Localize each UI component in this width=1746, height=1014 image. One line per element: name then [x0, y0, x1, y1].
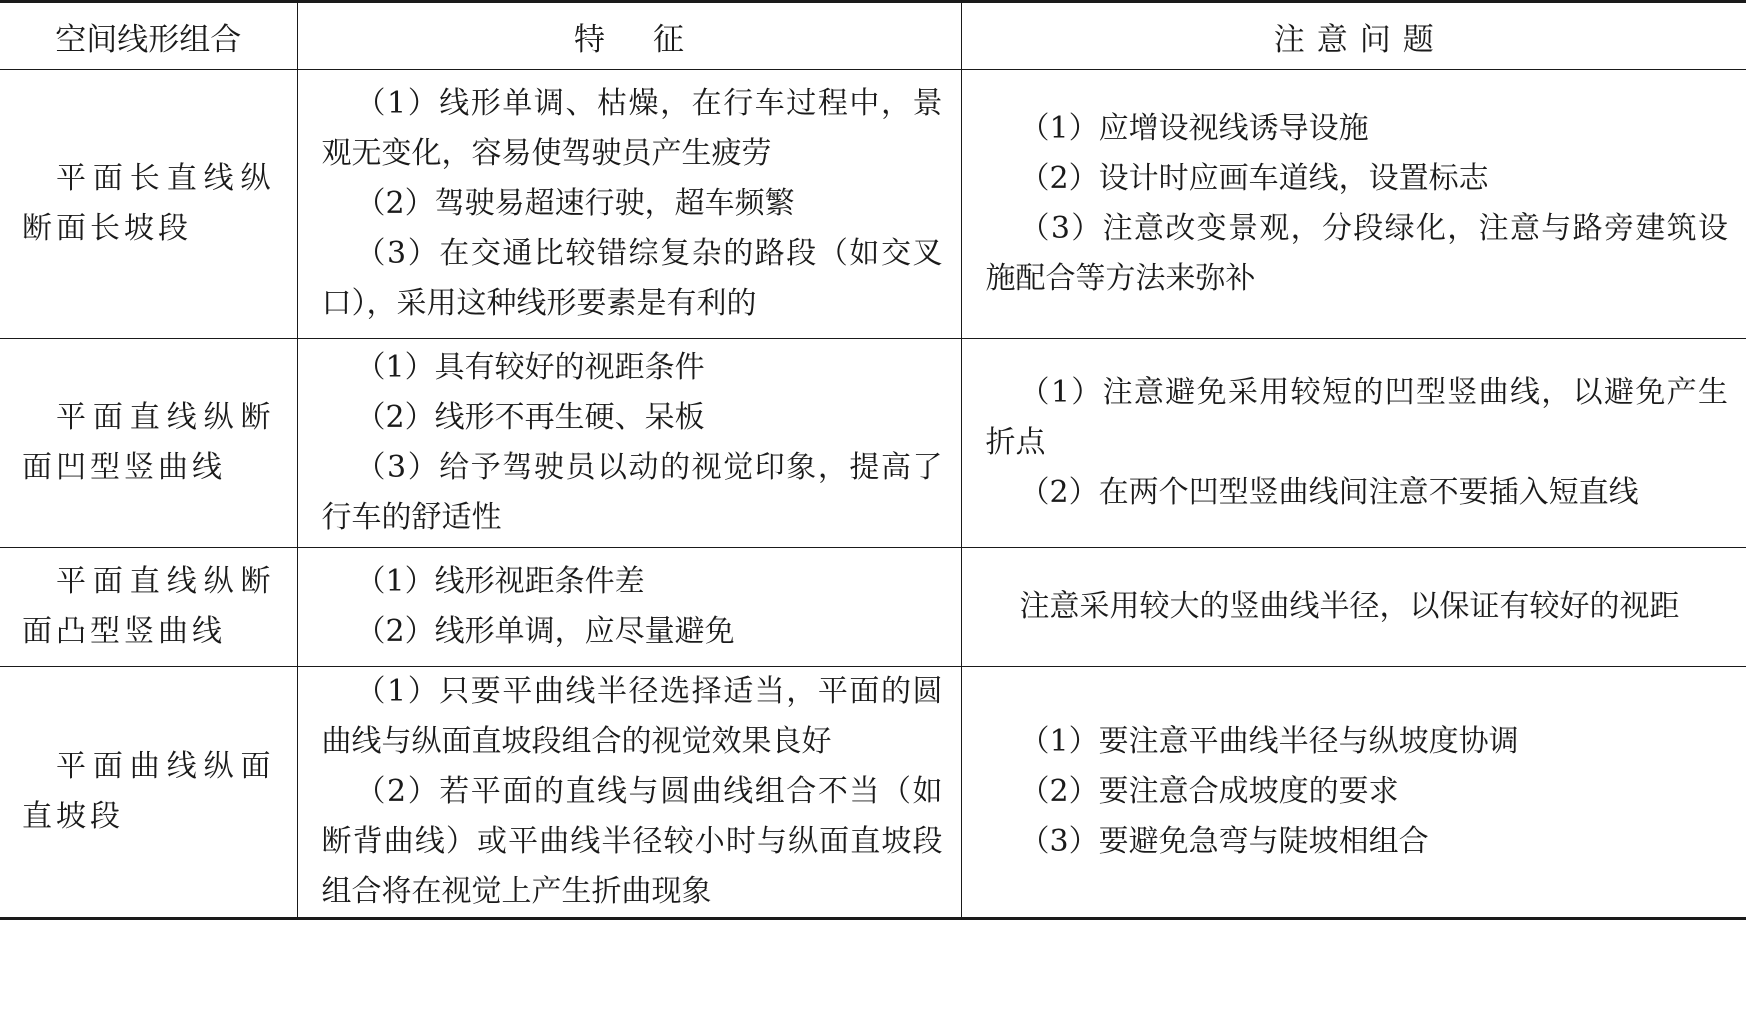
- features-cell: [297, 339, 961, 548]
- note-item: （2）要注意合成坡度的要求: [1019, 774, 1399, 809]
- note-item: （3）要避免急弯与陡坡相组合: [1019, 824, 1429, 859]
- combination-text: 平面曲线纵面直坡段: [22, 749, 275, 834]
- note-item: （1）应增设视线诱导设施: [1019, 111, 1369, 146]
- feature-item: （3）在交通比较错综复杂的路段（如交叉口），采用这种线形要素是有利的: [321, 236, 943, 321]
- notes-cell: [961, 339, 1746, 548]
- notes-cell: [961, 667, 1746, 919]
- header-notes: 注意问题: [961, 2, 1746, 70]
- combination-cell: [0, 667, 297, 919]
- note-item: （1）注意避免采用较短的凹型竖曲线，以避免产生折点: [985, 375, 1728, 460]
- combination-text: 平面长直线纵断面长坡段: [22, 161, 275, 246]
- table-row: [0, 339, 1746, 548]
- table-row: [0, 70, 1746, 339]
- feature-item: （1）具有较好的视距条件: [355, 350, 705, 385]
- header-row: [0, 2, 1746, 70]
- feature-item: （2）若平面的直线与圆曲线组合不当（如断背曲线）或平曲线半径较小时与纵面直坡段组合将在视觉上产生折曲现象: [321, 774, 943, 909]
- notes-cell: [961, 70, 1746, 339]
- table-row: [0, 548, 1746, 667]
- note-item: （3）注意改变景观，分段绿化，注意与路旁建筑设施配合等方法来弥补: [985, 211, 1728, 296]
- combination-cell: [0, 548, 297, 667]
- combination-cell: [0, 339, 297, 548]
- feature-item: （2）线形单调，应尽量避免: [355, 614, 735, 649]
- features-cell: [297, 548, 961, 667]
- note-item: 注意采用较大的竖曲线半径，以保证有较好的视距: [1019, 589, 1680, 624]
- note-item: （2）在两个凹型竖曲线间注意不要插入短直线: [1019, 475, 1639, 510]
- note-item: （1）要注意平曲线半径与纵坡度协调: [1019, 724, 1519, 759]
- table-row: [0, 667, 1746, 919]
- header-features: 特征: [297, 2, 961, 70]
- features-cell: [297, 70, 961, 339]
- note-item: （2）设计时应画车道线，设置标志: [1019, 161, 1489, 196]
- combination-text: 平面直线纵断面凹型竖曲线: [22, 400, 275, 485]
- combination-text: 平面直线纵断面凸型竖曲线: [22, 564, 275, 649]
- notes-cell: [961, 548, 1746, 667]
- feature-item: （3）给予驾驶员以动的视觉印象，提高了行车的舒适性: [321, 450, 943, 535]
- feature-item: （1）线形视距条件差: [355, 564, 645, 599]
- feature-item: （1）线形单调、枯燥，在行车过程中，景观无变化，容易使驾驶员产生疲劳: [321, 86, 943, 171]
- features-cell: [297, 667, 961, 919]
- feature-item: （1）只要平曲线半径选择适当，平面的圆曲线与纵面直坡段组合的视觉效果良好: [321, 674, 943, 759]
- combination-cell: [0, 70, 297, 339]
- header-combination: 空间线形组合: [0, 2, 297, 70]
- feature-item: （2）线形不再生硬、呆板: [355, 400, 705, 435]
- feature-item: （2）驾驶易超速行驶，超车频繁: [355, 186, 795, 221]
